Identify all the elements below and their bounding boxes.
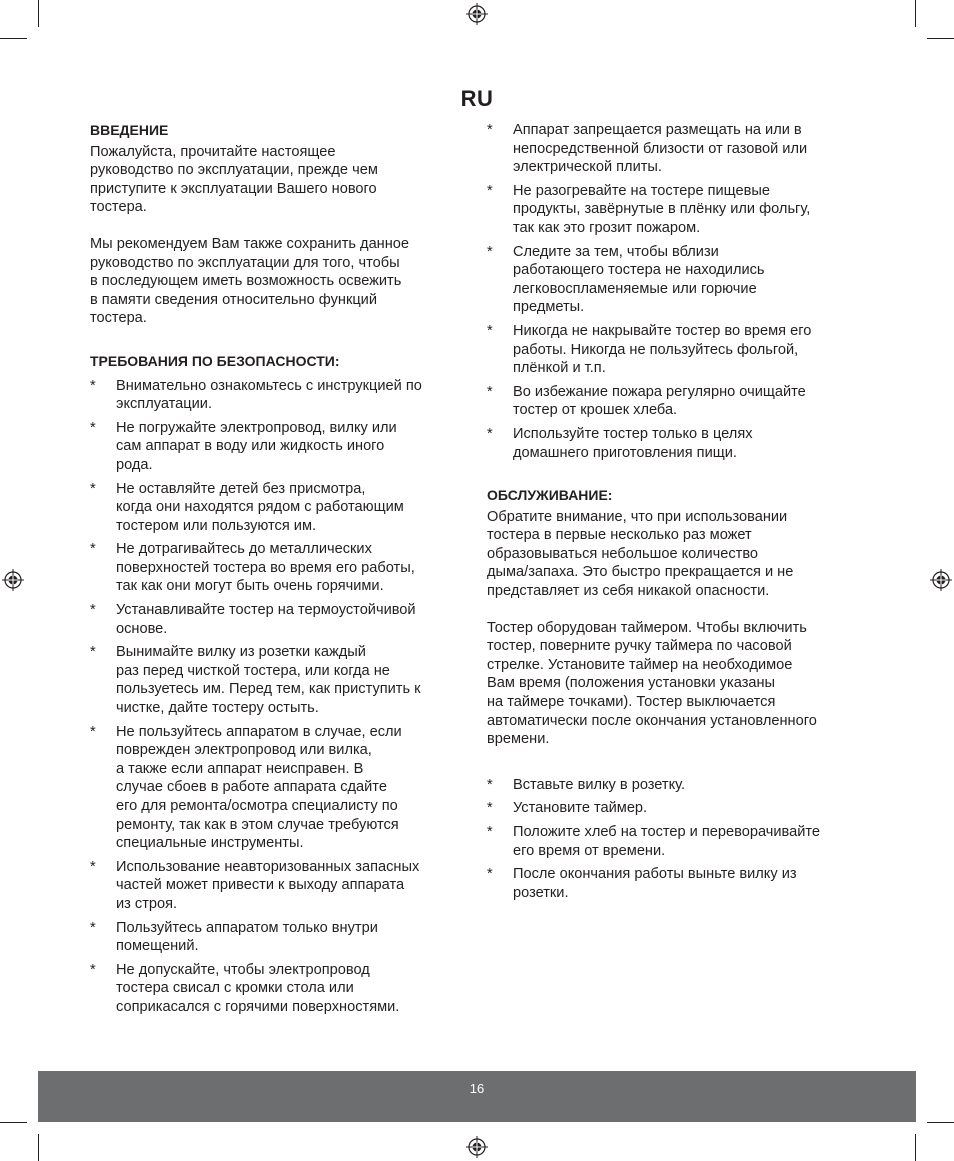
left-column: [90, 121, 470, 1022]
list-item: [90, 919, 470, 956]
list-item-text: Использование неавторизованных запасных частей может привести к выходу аппарата из строя.: [116, 858, 420, 912]
bullet-marker: *: [90, 377, 96, 394]
language-heading: RU: [460, 86, 494, 111]
list-item: [487, 776, 872, 795]
intro-paragraph: Пожалуйста, прочитайте настоящее руководство по эксплуатации, прежде чем приступите к эксплуатации Вашего нового тостера.: [90, 143, 378, 216]
list-item: [487, 121, 872, 177]
list-item-text: Вынимайте вилку из розетки каждый раз перед чисткой тостера, или когда не пользуетесь им. Перед тем, как приступить к чистке, дайте тостеру остыть.: [116, 644, 421, 717]
list-item-text: Не дотрагивайтесь до металлических поверхностей тостера во время его работы, так как они могут быть очень горячими.: [116, 541, 415, 595]
list-item-text: Внимательно ознакомьтесь с инструкцией по эксплуатации.: [116, 377, 422, 413]
registration-target-icon: [930, 569, 952, 591]
safety-heading: ТРЕБОВАНИЯ ПО БЕЗОПАСНОСТИ:: [90, 352, 340, 369]
list-item: [90, 858, 470, 914]
crop-mark-bottom-left-vertical: [38, 1134, 39, 1161]
bullet-marker: *: [487, 776, 493, 793]
usage-steps-list: [487, 776, 872, 903]
bullet-marker: *: [90, 541, 96, 558]
list-item: [487, 799, 872, 818]
bullet-marker: *: [487, 243, 493, 260]
list-item: [90, 723, 470, 853]
bullet-marker: *: [90, 858, 96, 875]
list-item-text: Не допускайте, чтобы электропровод тостера свисал с кромки стола или соприкасался с горячими поверхностями.: [116, 961, 400, 1015]
list-item-text: Во избежание пожара регулярно очищайте тостер от крошек хлеба.: [513, 383, 806, 419]
list-item-text: Используйте тостер только в целях домашнего приготовления пищи.: [513, 425, 753, 461]
list-item: [90, 540, 470, 596]
crop-mark-top-right-vertical: [915, 0, 916, 27]
list-item: [487, 425, 872, 462]
footer-bar: [38, 1071, 916, 1122]
crop-mark-top-left-horizontal: [0, 38, 27, 39]
bullet-marker: *: [90, 723, 96, 740]
bullet-marker: *: [90, 644, 96, 661]
list-item: [487, 182, 872, 238]
list-item: [90, 961, 470, 1017]
intro-heading: ВВЕДЕНИЕ: [90, 122, 169, 138]
list-item-text: После окончания работы выньте вилку из розетки.: [513, 866, 797, 901]
page-number: 16: [469, 1081, 485, 1096]
list-item: [90, 480, 470, 536]
bullet-marker: *: [90, 602, 96, 619]
list-item: [487, 383, 872, 420]
registration-target-icon: [466, 3, 488, 25]
bullet-marker: *: [487, 182, 493, 199]
list-item: [90, 377, 470, 414]
bullet-marker: *: [487, 383, 493, 400]
bullet-marker: *: [90, 419, 96, 436]
crop-mark-bottom-left-horizontal: [0, 1122, 27, 1123]
list-item: [90, 601, 470, 638]
list-item-text: Не разогревайте на тостере пищевые продукты, завёрнутые в плёнку или фольгу, так как это грозит пожаром.: [513, 182, 811, 236]
bullet-marker: *: [90, 480, 96, 497]
bullet-marker: *: [487, 122, 493, 138]
list-item-text: Следите за тем, чтобы вблизи работающего тостера не находились легковоспламеняемые или горючие предметы.: [513, 243, 765, 316]
list-item-text: Не оставляйте детей без присмотра, когда они находятся рядом с работающим тостером или пользуются им.: [116, 480, 404, 534]
list-item: [487, 865, 872, 902]
bullet-marker: *: [487, 800, 493, 817]
bullet-marker: *: [487, 322, 493, 339]
crop-mark-top-right-horizontal: [927, 38, 954, 39]
list-item-text: Не погружайте электропровод, вилку или сам аппарат в воду или жидкость иного рода.: [116, 419, 397, 473]
list-item-text: Никогда не накрывайте тостер во время его работы. Никогда не пользуйтесь фольгой, плёнкой и т.п.: [513, 322, 812, 377]
list-item-text: Не пользуйтесь аппаратом в случае, если поврежден электропровод или вилка, а также если аппарат неисправен. В случае сбоев в работе аппарата сдайте его для ремонта/осмотра специалисту по ремонту, так как в этом случае требуются специальные инструменты.: [116, 723, 402, 852]
bullet-marker: *: [487, 866, 493, 883]
list-item: [90, 419, 470, 475]
crop-mark-bottom-right-horizontal: [927, 1122, 954, 1123]
list-item-text: Аппарат запрещается размещать на или в непосредственной близости от газовой или электрической плиты.: [513, 122, 808, 176]
crop-mark-bottom-right-vertical: [915, 1134, 916, 1161]
service-paragraph: Тостер оборудован таймером. Чтобы включить тостер, поверните ручку таймера по часовой стрелке. Установите таймер на необходимое Вам время (положения установки указаны на таймере точками). Тостер выключается автоматически после окончания установленного времени.: [487, 619, 817, 748]
service-heading: ОБСЛУЖИВАНИЕ:: [487, 487, 613, 504]
list-item: [487, 243, 872, 317]
bullet-marker: *: [90, 961, 96, 978]
registration-target-icon: [2, 569, 24, 591]
list-item: [487, 823, 872, 860]
list-item-text: Установите таймер.: [513, 800, 648, 817]
list-item: [487, 322, 872, 378]
registration-target-icon: [466, 1136, 488, 1158]
crop-mark-top-left-vertical: [38, 0, 39, 27]
safety-list: [90, 377, 470, 1017]
bullet-marker: *: [90, 919, 96, 936]
list-item-text: Вставьте вилку в розетку.: [513, 776, 686, 793]
safety-list-continued: [487, 121, 872, 462]
bullet-marker: *: [487, 425, 493, 442]
list-item-text: Положите хлеб на тостер и переворачивайте его время от времени.: [513, 824, 820, 859]
intro-paragraph: Мы рекомендуем Вам также сохранить данное руководство по эксплуатации для того, чтобы в последующем иметь возможность освежить в памяти сведения относительно функций тостера.: [90, 235, 410, 327]
list-item-text: Пользуйтесь аппаратом только внутри помещений.: [116, 919, 378, 955]
list-item: [90, 643, 470, 717]
service-paragraph: Обратите внимание, что при использовании тостера в первые несколько раз может образовываться небольшое количество дыма/запаха. Это быстро прекращается и не представляет из себя никакой опасности.: [487, 508, 794, 600]
right-column: [487, 121, 872, 907]
bullet-marker: *: [487, 824, 493, 840]
list-item-text: Устанавливайте тостер на термоустойчивой основе.: [116, 602, 416, 637]
